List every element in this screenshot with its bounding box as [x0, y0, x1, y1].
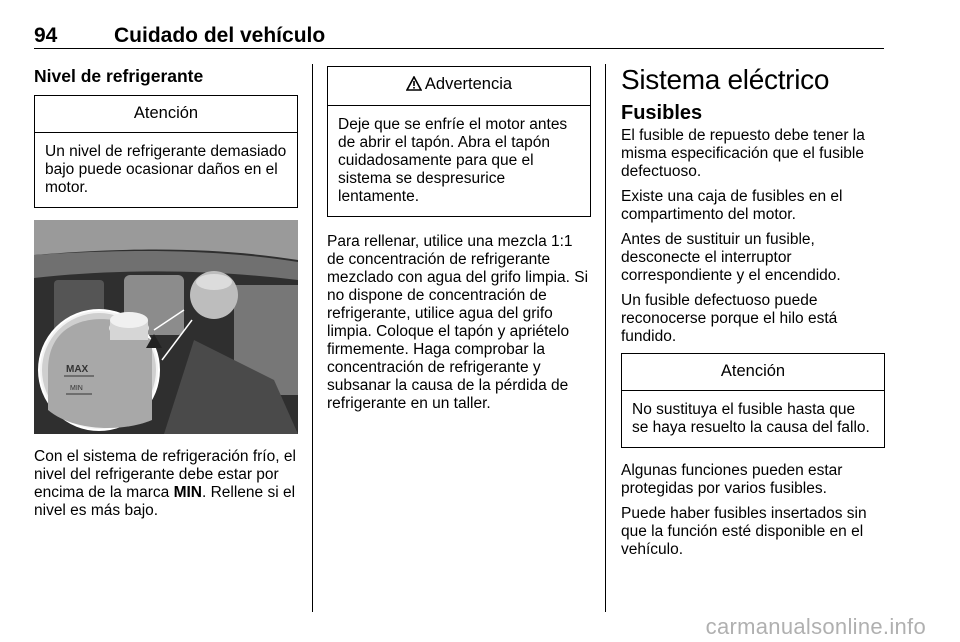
min-mark-label: MIN — [173, 484, 202, 501]
paragraph-text: . Rellene si el nivel es más bajo. — [34, 484, 296, 519]
notice-box — [34, 95, 298, 208]
section-title: Sistema eléctrico — [621, 64, 830, 95]
min-mark: MIN — [70, 385, 83, 392]
paragraph: Antes de sustituir un fusible, desconecte el interruptor correspondiente y el encendido. — [621, 231, 841, 284]
notice-title: Atención — [35, 96, 297, 133]
engine-bay-illustration — [34, 220, 298, 434]
page-header — [34, 22, 884, 49]
paragraph: Puede haber fusibles insertados sin que la función esté disponible en el vehículo. — [621, 505, 867, 558]
paragraph-text: Con el sistema de refrigeración frío, el nivel del refrigerante debe estar por encima de la marca — [34, 448, 296, 501]
paragraph: Algunas funciones pueden estar protegidas por varios fusibles. — [621, 462, 843, 497]
column-warning — [327, 62, 591, 420]
subsection-title: Fusibles — [621, 102, 703, 124]
warning-triangle-icon — [406, 76, 422, 96]
max-mark: MAX — [66, 364, 89, 375]
section-title: Nivel de refrigerante — [34, 66, 204, 86]
chapter-title: Cuidado del vehículo — [114, 24, 326, 47]
page-number: 94 — [34, 24, 58, 47]
paragraph: Un fusible defectuoso puede reconocerse porque el hilo está fundido. — [621, 292, 838, 345]
notice-text: Un nivel de refrigerante demasiado bajo puede ocasionar daños en el motor. — [45, 143, 287, 196]
refill-paragraph: Para rellenar, utilice una mezcla 1:1 de concentración de refrigerante mezclado con agua del grifo limpia. Si no dispone de concentración de refrigerante, utilice agua del grifo limpia. Coloque el tapón y apriételo firmemente. Haga comprobar la concentración de refrigerante y subsanar la causa de la pérdida de refrigerante en un taller. — [327, 233, 589, 412]
coolant-level-paragraph — [34, 448, 298, 520]
watermark: carmanualsonline.info — [705, 614, 926, 639]
notice-title: Atención — [622, 354, 884, 391]
notice-box — [621, 353, 885, 448]
warning-text: Deje que se enfríe el motor antes de abrir el tapón. Abra el tapón cuidadosamente para que el sistema se despresurice lentamente. — [338, 116, 568, 205]
paragraph: Existe una caja de fusibles en el compartimento del motor. — [621, 188, 843, 223]
paragraph: El fusible de repuesto debe tener la misma especificación que el fusible defectuoso. — [621, 127, 865, 180]
column-coolant-level — [34, 62, 298, 527]
column-divider — [605, 64, 606, 612]
warning-title: Advertencia — [424, 75, 513, 93]
notice-text: No sustituya el fusible hasta que se haya resuelto la causa del fallo. — [632, 401, 870, 436]
column-divider — [312, 64, 313, 612]
warning-box — [327, 66, 591, 217]
coolant-reservoir-figure — [34, 220, 298, 434]
column-electrical — [621, 62, 885, 566]
warning-header — [328, 67, 590, 106]
